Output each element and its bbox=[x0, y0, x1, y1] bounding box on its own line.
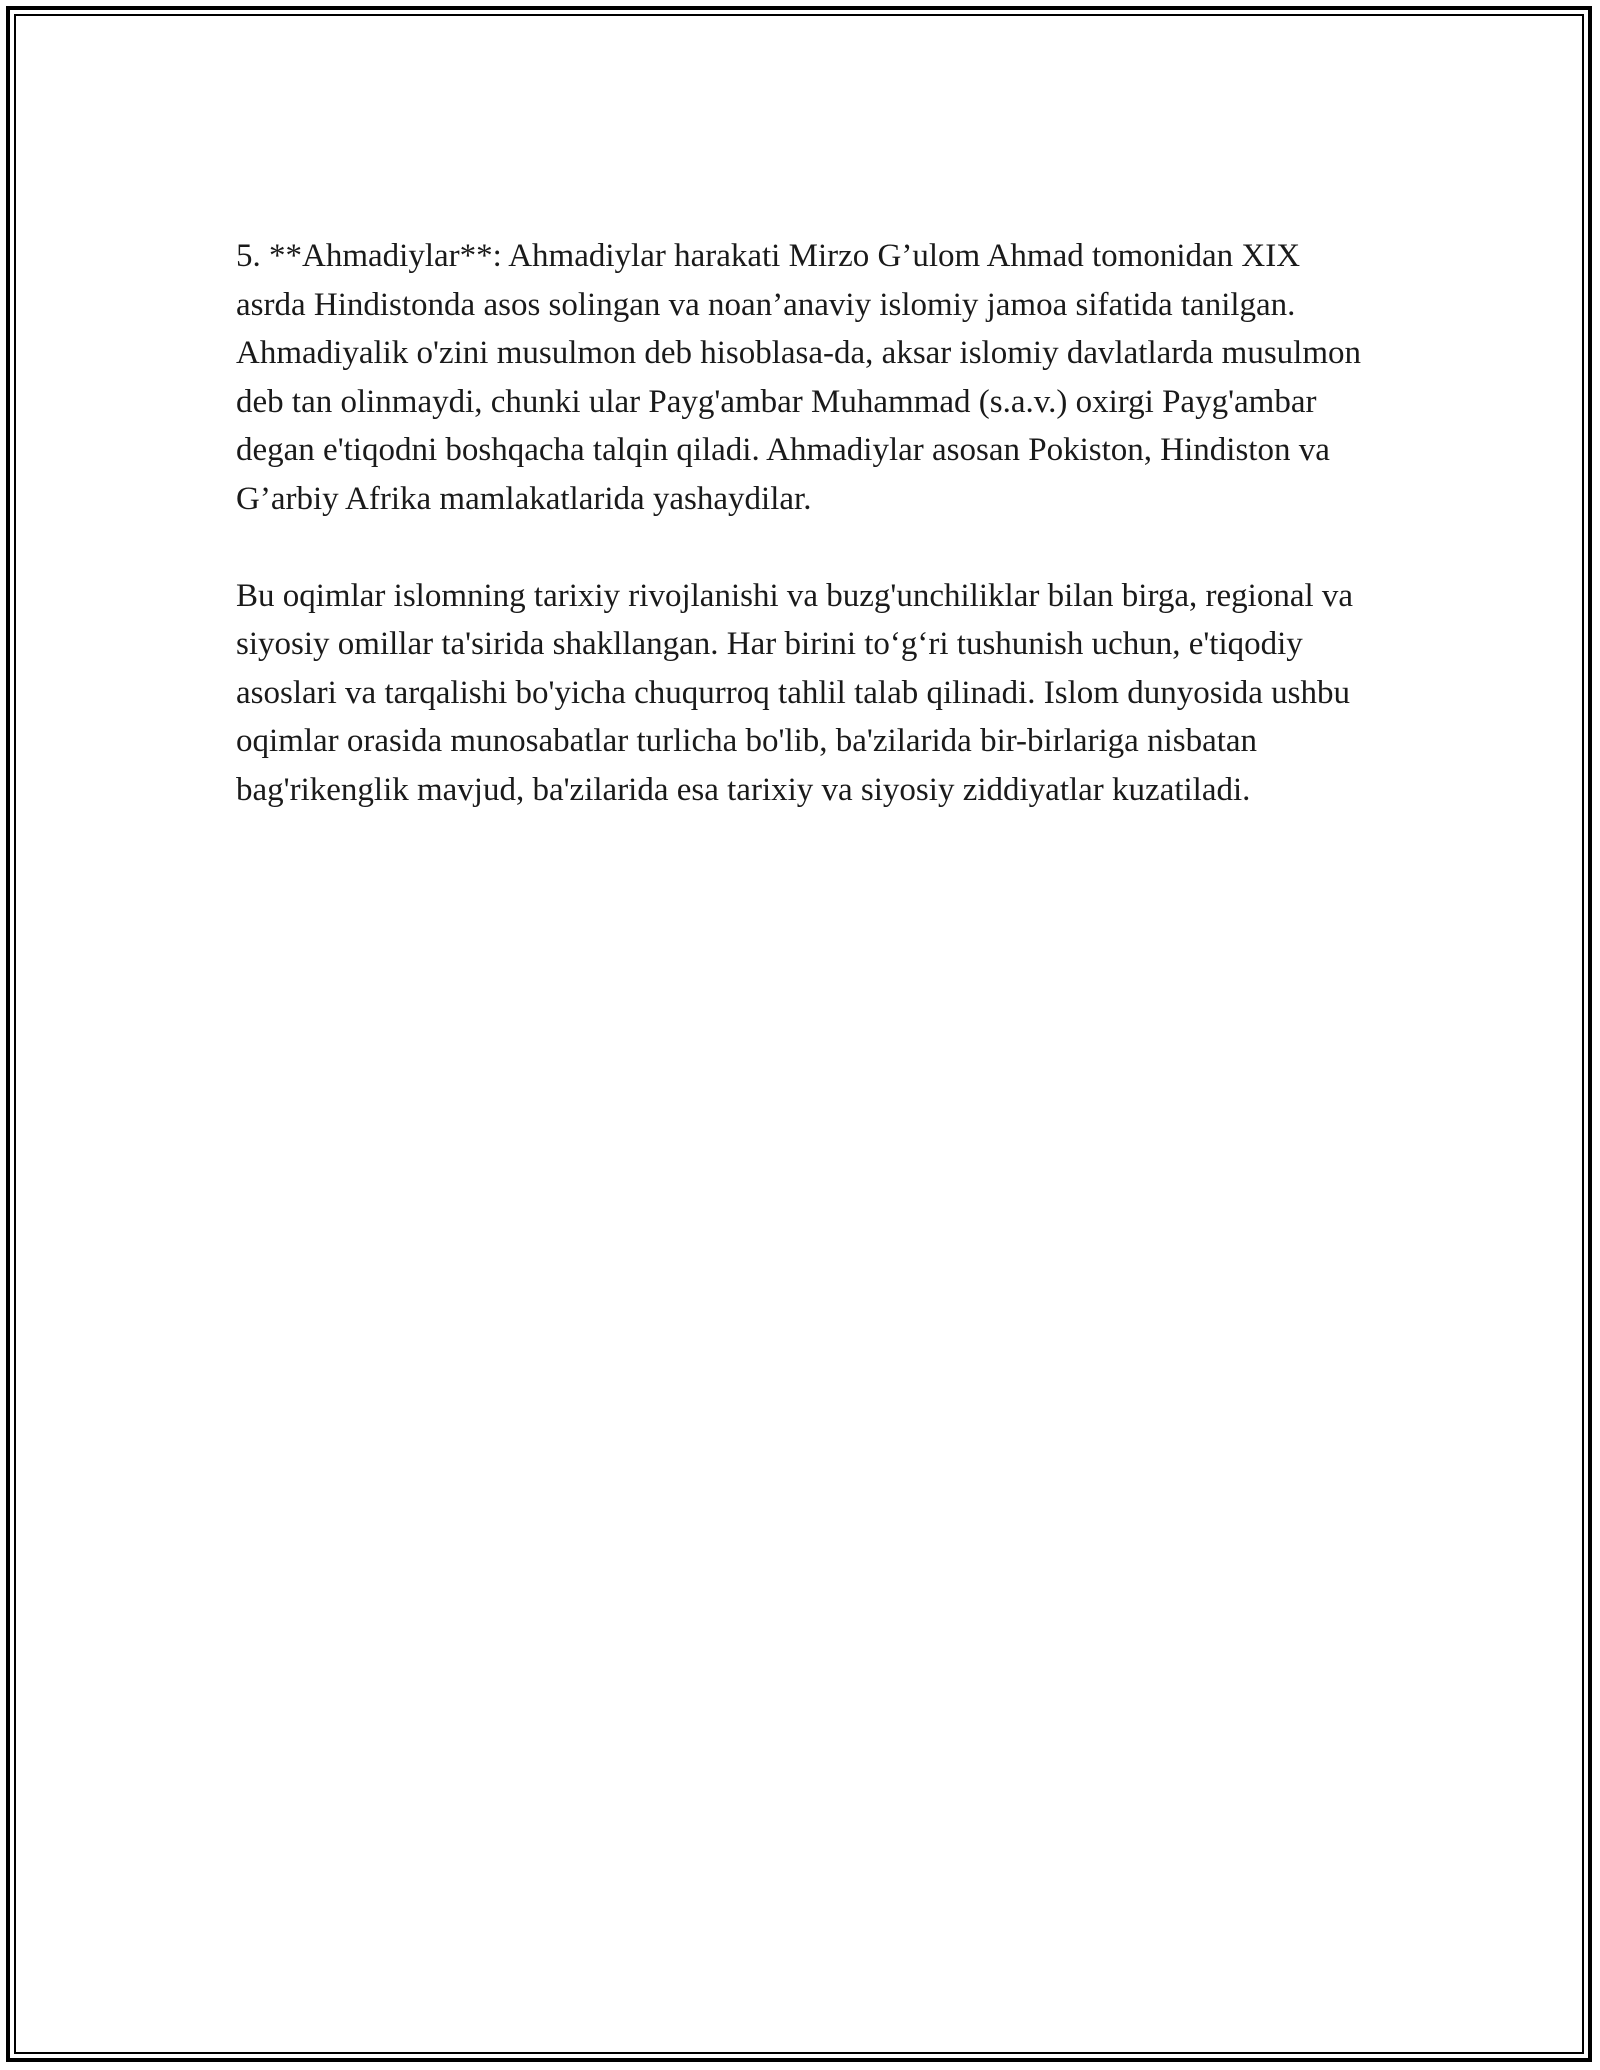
paragraph-summary: Bu oqimlar islomning tarixiy rivojlanishi va buzg'unchiliklar bilan birga, regional va siyosiy omillar ta'sirida shakllangan. Har birini to‘g‘ri tushunish uchun, e'tiqodiy asoslari va tarqalishi bo'yicha chuqurroq tahlil talab qilinadi. Islom dunyosida ushbu oqimlar orasida munosabatlar turlicha bo'lib, ba'zilarida bir-birlariga nisbatan bag'rikenglik mavjud, ba'zilarida esa tarixiy va siyosiy ziddiyatlar kuzatiladi. bbox=[236, 577, 1354, 808]
paragraph-ahmadiylar: 5. **Ahmadiylar**: Ahmadiylar harakati Mirzo G’ulom Ahmad tomonidan XIX asrda Hindistonda asos solingan va noan’anaviy islomiy jamoa sifatida tanilgan. Ahmadiyalik o'zini musulmon deb hisoblasa-da, aksar islomiy davlatlarda musulmon deb tan olinmaydi, chunki ular Payg'ambar Muhammad (s.a.v.) oxirgi Payg'ambar degan e'tiqodni boshqacha talqin qiladi. Ahmadiylar asosan Pokiston, Hindiston va G’arbiy Afrika mamlakatlarida yashaydilar. bbox=[236, 238, 1361, 517]
document-body bbox=[236, 232, 1366, 863]
